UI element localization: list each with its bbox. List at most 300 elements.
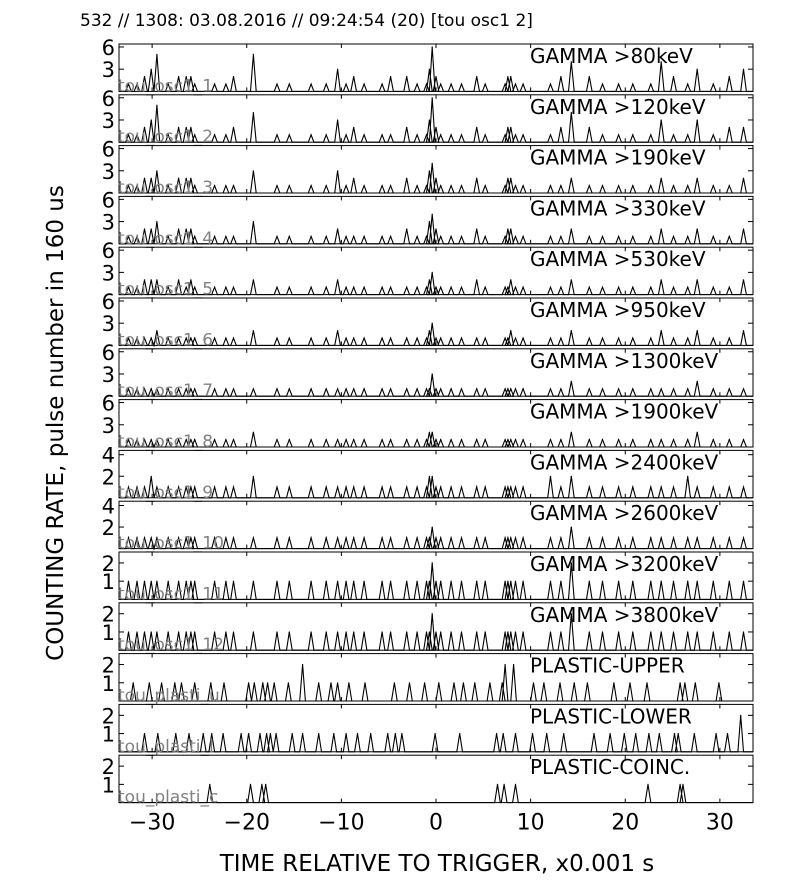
- data-point: [253, 537, 254, 538]
- data-point: [181, 682, 182, 683]
- data-point: [426, 185, 427, 186]
- data-point: [505, 664, 506, 665]
- data-point: [406, 581, 407, 582]
- data-point: [661, 486, 662, 487]
- data-point: [406, 631, 407, 632]
- data-point: [650, 185, 651, 186]
- data-point: [337, 388, 338, 389]
- data-point: [674, 733, 675, 734]
- data-point: [266, 733, 267, 734]
- panels-group: [102, 36, 753, 808]
- data-point: [440, 337, 441, 338]
- data-point: [440, 439, 441, 440]
- data-point: [632, 83, 633, 84]
- data-point: [713, 185, 714, 186]
- data-point: [613, 682, 614, 683]
- data-point: [678, 733, 679, 734]
- data-point: [632, 537, 633, 538]
- data-point: [426, 337, 427, 338]
- data-point: [510, 76, 511, 77]
- panel-ytick-label: 1: [101, 773, 115, 798]
- data-point: [632, 388, 633, 389]
- data-point: [550, 537, 551, 538]
- data-point: [346, 733, 347, 734]
- data-point: [259, 733, 260, 734]
- data-point: [353, 439, 354, 440]
- data-point: [697, 279, 698, 280]
- data-point: [406, 178, 407, 179]
- data-point: [253, 581, 254, 582]
- data-point: [337, 119, 338, 120]
- data-point: [550, 388, 551, 389]
- data-point: [337, 228, 338, 229]
- data-point: [713, 486, 714, 487]
- data-point: [589, 631, 590, 632]
- data-point: [560, 388, 561, 389]
- data-point: [632, 486, 633, 487]
- data-point: [602, 439, 603, 440]
- data-point: [461, 83, 462, 84]
- data-point: [673, 185, 674, 186]
- data-point: [311, 134, 312, 135]
- panel-ytick-label: 1: [101, 570, 115, 595]
- data-point: [687, 476, 688, 477]
- data-point: [743, 178, 744, 179]
- data-point: [507, 337, 508, 338]
- panel-detector-label: tou_osc1_8: [118, 432, 214, 452]
- data-point: [440, 388, 441, 389]
- data-point: [364, 439, 365, 440]
- data-point: [337, 631, 338, 632]
- data-point: [648, 733, 649, 734]
- data-point: [417, 486, 418, 487]
- data-point: [225, 236, 226, 237]
- data-point: [346, 287, 347, 288]
- data-point: [337, 486, 338, 487]
- data-point: [435, 486, 436, 487]
- data-point: [461, 439, 462, 440]
- data-point: [659, 733, 660, 734]
- data-point: [326, 537, 327, 538]
- data-point: [697, 631, 698, 632]
- data-point: [326, 134, 327, 135]
- data-point: [311, 388, 312, 389]
- data-point: [510, 388, 511, 389]
- panel-9: [102, 444, 753, 503]
- data-point: [432, 527, 433, 528]
- data-point: [718, 682, 719, 683]
- data-point: [515, 287, 516, 288]
- data-point: [429, 631, 430, 632]
- data-point: [429, 330, 430, 331]
- data-point: [602, 631, 603, 632]
- data-point: [364, 581, 365, 582]
- data-point: [417, 537, 418, 538]
- panel-ytick-label: 6: [101, 289, 115, 314]
- data-point: [337, 682, 338, 683]
- data-point: [233, 76, 234, 77]
- panel-detector-label: tou_osc1_3: [118, 178, 214, 198]
- data-point: [505, 388, 506, 389]
- data-point: [289, 236, 290, 237]
- data-point: [523, 337, 524, 338]
- panel-ytick-label: 2: [101, 704, 115, 729]
- data-point: [426, 631, 427, 632]
- data-point: [289, 486, 290, 487]
- data-point: [697, 330, 698, 331]
- data-point: [461, 631, 462, 632]
- data-point: [618, 83, 619, 84]
- data-point: [602, 134, 603, 135]
- data-point: [429, 69, 430, 70]
- data-point: [188, 733, 189, 734]
- data-point: [687, 236, 688, 237]
- data-point: [550, 439, 551, 440]
- data-point: [673, 537, 674, 538]
- data-point: [417, 439, 418, 440]
- data-point: [337, 69, 338, 70]
- data-point: [523, 537, 524, 538]
- data-point: [713, 337, 714, 338]
- data-point: [505, 83, 506, 84]
- data-point: [233, 127, 234, 128]
- data-point: [432, 272, 433, 273]
- data-point: [417, 287, 418, 288]
- data-point: [550, 287, 551, 288]
- data-point: [451, 631, 452, 632]
- data-point: [729, 185, 730, 186]
- data-point: [438, 682, 439, 683]
- panel-ytick-label: 3: [101, 159, 115, 184]
- data-point: [156, 581, 157, 582]
- data-point: [429, 581, 430, 582]
- panel-channel-name: GAMMA >330keV: [530, 196, 706, 221]
- data-point: [390, 439, 391, 440]
- data-point: [417, 337, 418, 338]
- data-point: [194, 631, 195, 632]
- data-point: [186, 631, 187, 632]
- data-point: [186, 581, 187, 582]
- data-point: [333, 733, 334, 734]
- data-point: [302, 733, 303, 734]
- data-point: [632, 439, 633, 440]
- data-point: [504, 784, 505, 785]
- panel-detector-label: tou_osc1_2: [118, 127, 214, 148]
- data-point: [496, 733, 497, 734]
- data-point: [353, 631, 354, 632]
- data-point: [661, 330, 662, 331]
- data-point: [156, 170, 157, 171]
- data-point: [629, 682, 630, 683]
- data-point: [687, 337, 688, 338]
- data-point: [682, 784, 683, 785]
- data-point: [687, 388, 688, 389]
- data-point: [440, 83, 441, 84]
- data-point: [233, 537, 234, 538]
- data-point: [618, 236, 619, 237]
- data-point: [440, 486, 441, 487]
- data-point: [248, 733, 249, 734]
- data-point: [364, 287, 365, 288]
- data-point: [128, 631, 129, 632]
- data-point: [485, 581, 486, 582]
- data-point: [713, 388, 714, 389]
- data-point: [346, 631, 347, 632]
- data-point: [214, 83, 215, 84]
- panel-channel-name: GAMMA >1300keV: [530, 348, 719, 373]
- data-point: [505, 486, 506, 487]
- data-point: [382, 439, 383, 440]
- data-point: [326, 185, 327, 186]
- data-point: [589, 439, 590, 440]
- data-point: [510, 330, 511, 331]
- data-point: [476, 76, 477, 77]
- data-point: [743, 69, 744, 70]
- data-point: [429, 221, 430, 222]
- panel-channel-name: PLASTIC-UPPER: [530, 653, 685, 678]
- data-point: [743, 439, 744, 440]
- data-point: [276, 236, 277, 237]
- data-point: [364, 236, 365, 237]
- data-point: [382, 134, 383, 135]
- data-point: [417, 631, 418, 632]
- data-point: [476, 228, 477, 229]
- data-point: [485, 388, 486, 389]
- panel-channel-name: GAMMA >950keV: [530, 298, 706, 322]
- panel-10: [102, 495, 753, 554]
- data-point: [254, 682, 255, 683]
- data-point: [459, 733, 460, 734]
- data-point: [136, 581, 137, 582]
- data-point: [560, 337, 561, 338]
- panel-ytick-label: 3: [101, 108, 115, 133]
- data-point: [451, 388, 452, 389]
- panel-channel-name: GAMMA >190keV: [530, 145, 706, 170]
- data-point: [382, 185, 383, 186]
- data-point: [532, 733, 533, 734]
- data-point: [289, 631, 290, 632]
- data-point: [485, 439, 486, 440]
- data-point: [156, 221, 157, 222]
- data-point: [151, 631, 152, 632]
- data-point: [510, 439, 511, 440]
- data-point: [326, 236, 327, 237]
- x-tick-label: 20: [611, 810, 640, 836]
- data-point: [497, 784, 498, 785]
- data-point: [144, 581, 145, 582]
- panel-ytick-label: 6: [101, 188, 115, 213]
- data-point: [489, 682, 490, 683]
- data-point: [225, 83, 226, 84]
- data-point: [426, 236, 427, 237]
- data-point: [326, 83, 327, 84]
- data-point: [151, 581, 152, 582]
- data-point: [602, 537, 603, 538]
- data-point: [417, 185, 418, 186]
- panel-ytick-label: 6: [101, 340, 115, 365]
- data-point: [505, 337, 506, 338]
- x-tick-label: −10: [318, 810, 365, 836]
- data-point: [632, 581, 633, 582]
- data-point: [429, 476, 430, 477]
- data-point: [618, 537, 619, 538]
- data-point: [326, 337, 327, 338]
- data-point: [743, 228, 744, 229]
- data-point: [311, 236, 312, 237]
- data-point: [510, 279, 511, 280]
- data-point: [241, 733, 242, 734]
- data-point: [289, 185, 290, 186]
- data-point: [602, 388, 603, 389]
- data-point: [276, 337, 277, 338]
- data-point: [426, 537, 427, 538]
- data-point: [476, 388, 477, 389]
- data-point: [364, 682, 365, 683]
- data-point: [461, 537, 462, 538]
- data-point: [382, 581, 383, 582]
- data-point: [214, 185, 215, 186]
- data-point: [353, 337, 354, 338]
- data-point: [156, 105, 157, 106]
- data-point: [571, 178, 572, 179]
- data-point: [743, 486, 744, 487]
- panel-1: [102, 36, 753, 96]
- data-point: [546, 733, 547, 734]
- data-point: [589, 337, 590, 338]
- data-point: [353, 287, 354, 288]
- data-point: [461, 388, 462, 389]
- data-point: [515, 784, 516, 785]
- data-point: [440, 537, 441, 538]
- data-point: [673, 287, 674, 288]
- data-point: [589, 581, 590, 582]
- data-point: [507, 76, 508, 77]
- data-point: [650, 83, 651, 84]
- data-point: [661, 119, 662, 120]
- panel-ytick-label: 1: [101, 671, 115, 696]
- data-point: [618, 185, 619, 186]
- data-point: [646, 682, 647, 683]
- data-point: [289, 537, 290, 538]
- data-point: [429, 279, 430, 280]
- data-point: [589, 537, 590, 538]
- data-point: [515, 83, 516, 84]
- data-point: [346, 337, 347, 338]
- data-point: [440, 134, 441, 135]
- data-point: [233, 337, 234, 338]
- data-point: [523, 388, 524, 389]
- data-point: [510, 537, 511, 538]
- data-point: [618, 388, 619, 389]
- data-point: [406, 537, 407, 538]
- panel-ytick-label: 1: [101, 620, 115, 645]
- data-point: [550, 476, 551, 477]
- data-point: [453, 682, 454, 683]
- data-point: [265, 784, 266, 785]
- data-point: [485, 486, 486, 487]
- data-point: [370, 733, 371, 734]
- data-point: [337, 279, 338, 280]
- data-point: [178, 581, 179, 582]
- data-point: [650, 337, 651, 338]
- data-point: [302, 664, 303, 665]
- data-point: [505, 236, 506, 237]
- data-point: [697, 581, 698, 582]
- data-point: [426, 287, 427, 288]
- data-point: [624, 733, 625, 734]
- data-point: [684, 682, 685, 683]
- data-point: [225, 439, 226, 440]
- data-point: [435, 127, 436, 128]
- data-point: [650, 439, 651, 440]
- data-point: [289, 134, 290, 135]
- data-point: [225, 581, 226, 582]
- data-point: [451, 537, 452, 538]
- data-point: [697, 178, 698, 179]
- data-point: [515, 134, 516, 135]
- data-point: [353, 236, 354, 237]
- data-point: [128, 581, 129, 582]
- data-point: [485, 337, 486, 338]
- data-point: [485, 537, 486, 538]
- data-point: [346, 581, 347, 582]
- data-point: [510, 228, 511, 229]
- data-point: [253, 221, 254, 222]
- data-point: [276, 486, 277, 487]
- data-point: [203, 733, 204, 734]
- data-point: [426, 439, 427, 440]
- data-point: [589, 388, 590, 389]
- data-point: [618, 134, 619, 135]
- data-point: [253, 432, 254, 433]
- data-point: [440, 581, 441, 582]
- data-point: [713, 83, 714, 84]
- data-point: [515, 236, 516, 237]
- data-point: [267, 682, 268, 683]
- data-point: [743, 279, 744, 280]
- data-point: [571, 330, 572, 331]
- data-point: [680, 682, 681, 683]
- data-point: [515, 631, 516, 632]
- data-point: [589, 236, 590, 237]
- data-point: [440, 287, 441, 288]
- data-point: [144, 631, 145, 632]
- data-point: [505, 287, 506, 288]
- data-point: [426, 83, 427, 84]
- x-tick-label: 30: [705, 810, 734, 836]
- data-point: [687, 439, 688, 440]
- data-point: [713, 134, 714, 135]
- data-point: [311, 581, 312, 582]
- data-point: [364, 337, 365, 338]
- data-point: [650, 537, 651, 538]
- data-point: [209, 784, 210, 785]
- x-axis-label: TIME RELATIVE TO TRIGGER, x0.001 s: [219, 851, 655, 877]
- data-point: [225, 134, 226, 135]
- data-point: [311, 486, 312, 487]
- data-point: [178, 631, 179, 632]
- data-point: [390, 134, 391, 135]
- data-point: [687, 185, 688, 186]
- data-point: [451, 581, 452, 582]
- data-point: [510, 581, 511, 582]
- data-point: [713, 439, 714, 440]
- data-point: [729, 388, 730, 389]
- data-point: [435, 388, 436, 389]
- data-point: [560, 127, 561, 128]
- data-point: [223, 733, 224, 734]
- data-point: [510, 127, 511, 128]
